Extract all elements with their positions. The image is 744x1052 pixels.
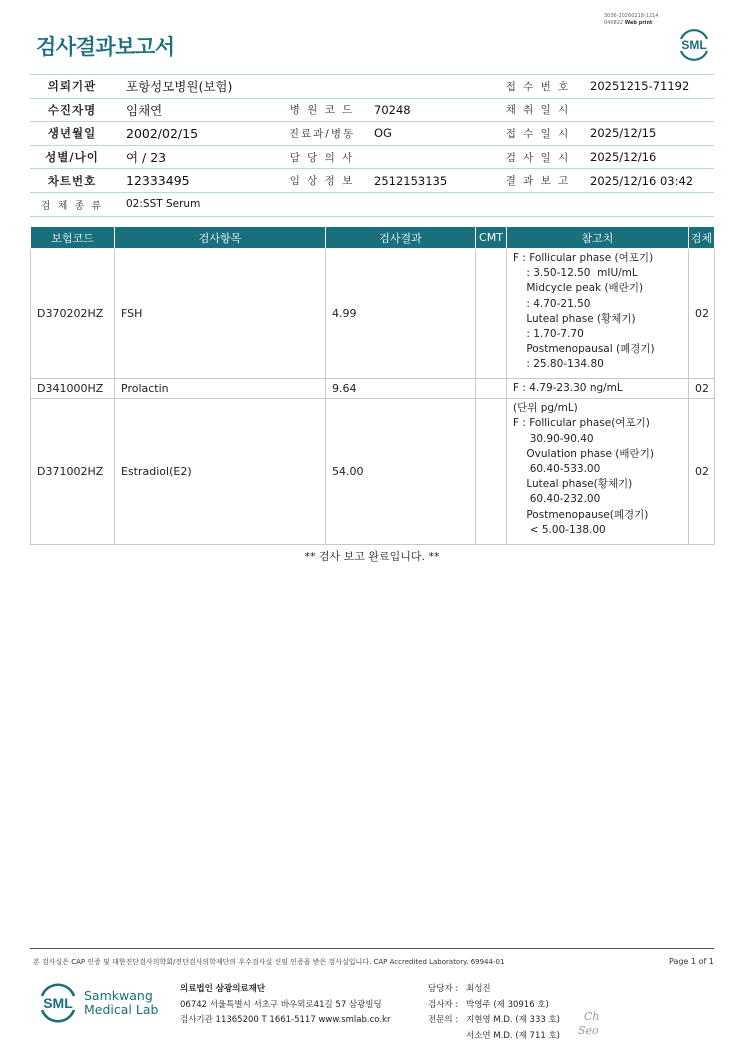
info-value: 2002/02/15 (114, 122, 282, 146)
info-label: 병 원 코 드 (282, 98, 362, 122)
result-code: D371002HZ (31, 399, 115, 545)
info-value: 임채연 (114, 98, 282, 122)
info-value: 20251215-71192 (578, 75, 714, 99)
staff-role: 검사자 : (428, 999, 459, 1010)
staff-role (428, 1029, 466, 1045)
result-row (31, 399, 715, 545)
corp-address: 06742 서울특별시 서초구 바우뫼로41길 57 삼광빌딩 (180, 999, 382, 1010)
info-label: 접 수 일 시 (498, 122, 578, 146)
result-code: D370202HZ (31, 249, 115, 379)
info-value: 2025/12/16 (578, 145, 714, 169)
print-seq: 040822 (604, 20, 624, 26)
results-table (30, 226, 715, 545)
result-cmt (476, 249, 507, 379)
signature-2: Seo (578, 1024, 599, 1037)
staff-name: 최성진 (466, 984, 491, 994)
sml-footer-logo-text: SML (43, 995, 73, 1011)
result-result: 54.00 (326, 399, 476, 545)
info-label: 채 취 일 시 (498, 98, 578, 122)
info-label: 수진자명 (30, 98, 114, 122)
lab-name-line1: Samkwang (84, 988, 153, 1003)
result-spec: 02 (689, 379, 715, 399)
info-label: 결 과 보 고 (498, 169, 578, 193)
result-code: D341000HZ (31, 379, 115, 399)
info-label: 생년월일 (30, 122, 114, 146)
info-value (362, 145, 498, 169)
staff-name: 서소연 M.D. (제 711 호) (466, 1030, 561, 1041)
column-header: CMT (476, 227, 507, 249)
page-number: Page 1 of 1 (669, 957, 714, 966)
corp-info (180, 982, 390, 1029)
info-label: 임 상 정 보 (282, 169, 362, 193)
info-value: OG (362, 122, 498, 146)
column-header: 검사결과 (326, 227, 476, 249)
staff-name: 박영주 (제 30916 호) (466, 999, 549, 1010)
specimen-row (30, 192, 714, 216)
result-ref: (단위 pg/mL) F : Follicular phase(여포기) 30.90-90.40 Ovulation phase (배란기) 60.40-533.00 Luteal phase(황체기) 60.40-232.00 Postmenopause(폐경기) < 5.00-138.00 (507, 399, 689, 545)
column-header: 보험코드 (31, 227, 115, 249)
print-label: Web print (624, 20, 653, 26)
completion-message: ** 검사 보고 완료입니다. ** (304, 550, 440, 563)
info-value: 2025/12/15 (578, 122, 714, 146)
info-value: 12333495 (114, 169, 282, 193)
info-label: 담 당 의 사 (282, 145, 362, 169)
info-value (578, 98, 714, 122)
staff-row (428, 1013, 560, 1029)
staff-row (428, 998, 560, 1014)
column-header: 검체 (689, 227, 715, 249)
sml-footer-logo (36, 980, 80, 1024)
print-code: 3036-20260218-1214 (604, 13, 659, 19)
info-label (282, 75, 362, 99)
signature-1: Ch (584, 1010, 600, 1023)
patient-info-table (30, 74, 714, 217)
result-result: 9.64 (326, 379, 476, 399)
result-spec: 02 (689, 249, 715, 379)
info-label: 성별/나이 (30, 145, 114, 169)
result-item: FSH (115, 249, 326, 379)
sml-logo-text: SML (681, 38, 707, 52)
result-item: Prolactin (115, 379, 326, 399)
staff-role: 전문의 : (428, 1015, 459, 1025)
info-label: 검 사 일 시 (498, 145, 578, 169)
info-row (30, 98, 714, 122)
result-ref: F : Follicular phase (여포기) : 3.50-12.50 mIU/mL Midcycle peak (배란기) : 4.70-21.50 Luteal phase (황체기) : 1.70-7.70 Postmenopausal (폐경기) : 25.80-134.80 (507, 249, 689, 379)
corp-name: 의료법인 삼광의료재단 (180, 984, 266, 994)
column-header: 검사항목 (115, 227, 326, 249)
result-result: 4.99 (326, 249, 476, 379)
sml-logo (676, 26, 712, 62)
info-label: 차트번호 (30, 169, 114, 193)
result-cmt (476, 399, 507, 545)
result-item: Estradiol(E2) (115, 399, 326, 545)
info-row (30, 169, 714, 193)
lab-name-line2: Medical Lab (84, 1002, 159, 1017)
info-value: 2512153135 (362, 169, 498, 193)
footer-divider (30, 948, 714, 949)
column-header: 참고치 (507, 227, 689, 249)
info-label: 의뢰기관 (30, 75, 114, 99)
accreditation-note: 본 검사실은 CAP 인증 및 대한진단검사의학회/진단검사의학재단의 우수검사실 신임 인증을 받은 검사실입니다. CAP Accredited Laboratory. 69944-01 (33, 958, 505, 966)
lab-name (84, 989, 158, 1017)
info-value: 포항성모병원(보험) (114, 75, 282, 99)
info-value: 2025/12/16 03:42 (578, 169, 714, 193)
specimen-value: 02:SST Serum (114, 192, 714, 216)
result-row (31, 379, 715, 399)
info-row (30, 145, 714, 169)
staff-row (428, 982, 560, 998)
info-value: 70248 (362, 98, 498, 122)
staff-row (428, 1029, 560, 1045)
result-spec: 02 (689, 399, 715, 545)
info-row (30, 122, 714, 146)
print-meta (604, 13, 659, 27)
info-value: 여 / 23 (114, 145, 282, 169)
info-label: 접 수 번 호 (498, 75, 578, 99)
staff-role: 담당자 : (428, 984, 459, 994)
info-row (30, 75, 714, 99)
specimen-label: 검 체 종 류 (30, 192, 114, 216)
staff-name: 지현영 M.D. (제 333 호) (466, 1015, 561, 1025)
corp-contact: 검사기관 11365200 T 1661-5117 www.smlab.co.kr (180, 1015, 391, 1025)
info-value (362, 75, 498, 99)
result-row (31, 249, 715, 379)
result-cmt (476, 379, 507, 399)
info-label: 진료과/병동 (282, 122, 362, 146)
report-title: 검사결과보고서 (36, 35, 175, 59)
staff-list (428, 982, 560, 1044)
result-ref: F : 4.79-23.30 ng/mL (507, 379, 689, 399)
